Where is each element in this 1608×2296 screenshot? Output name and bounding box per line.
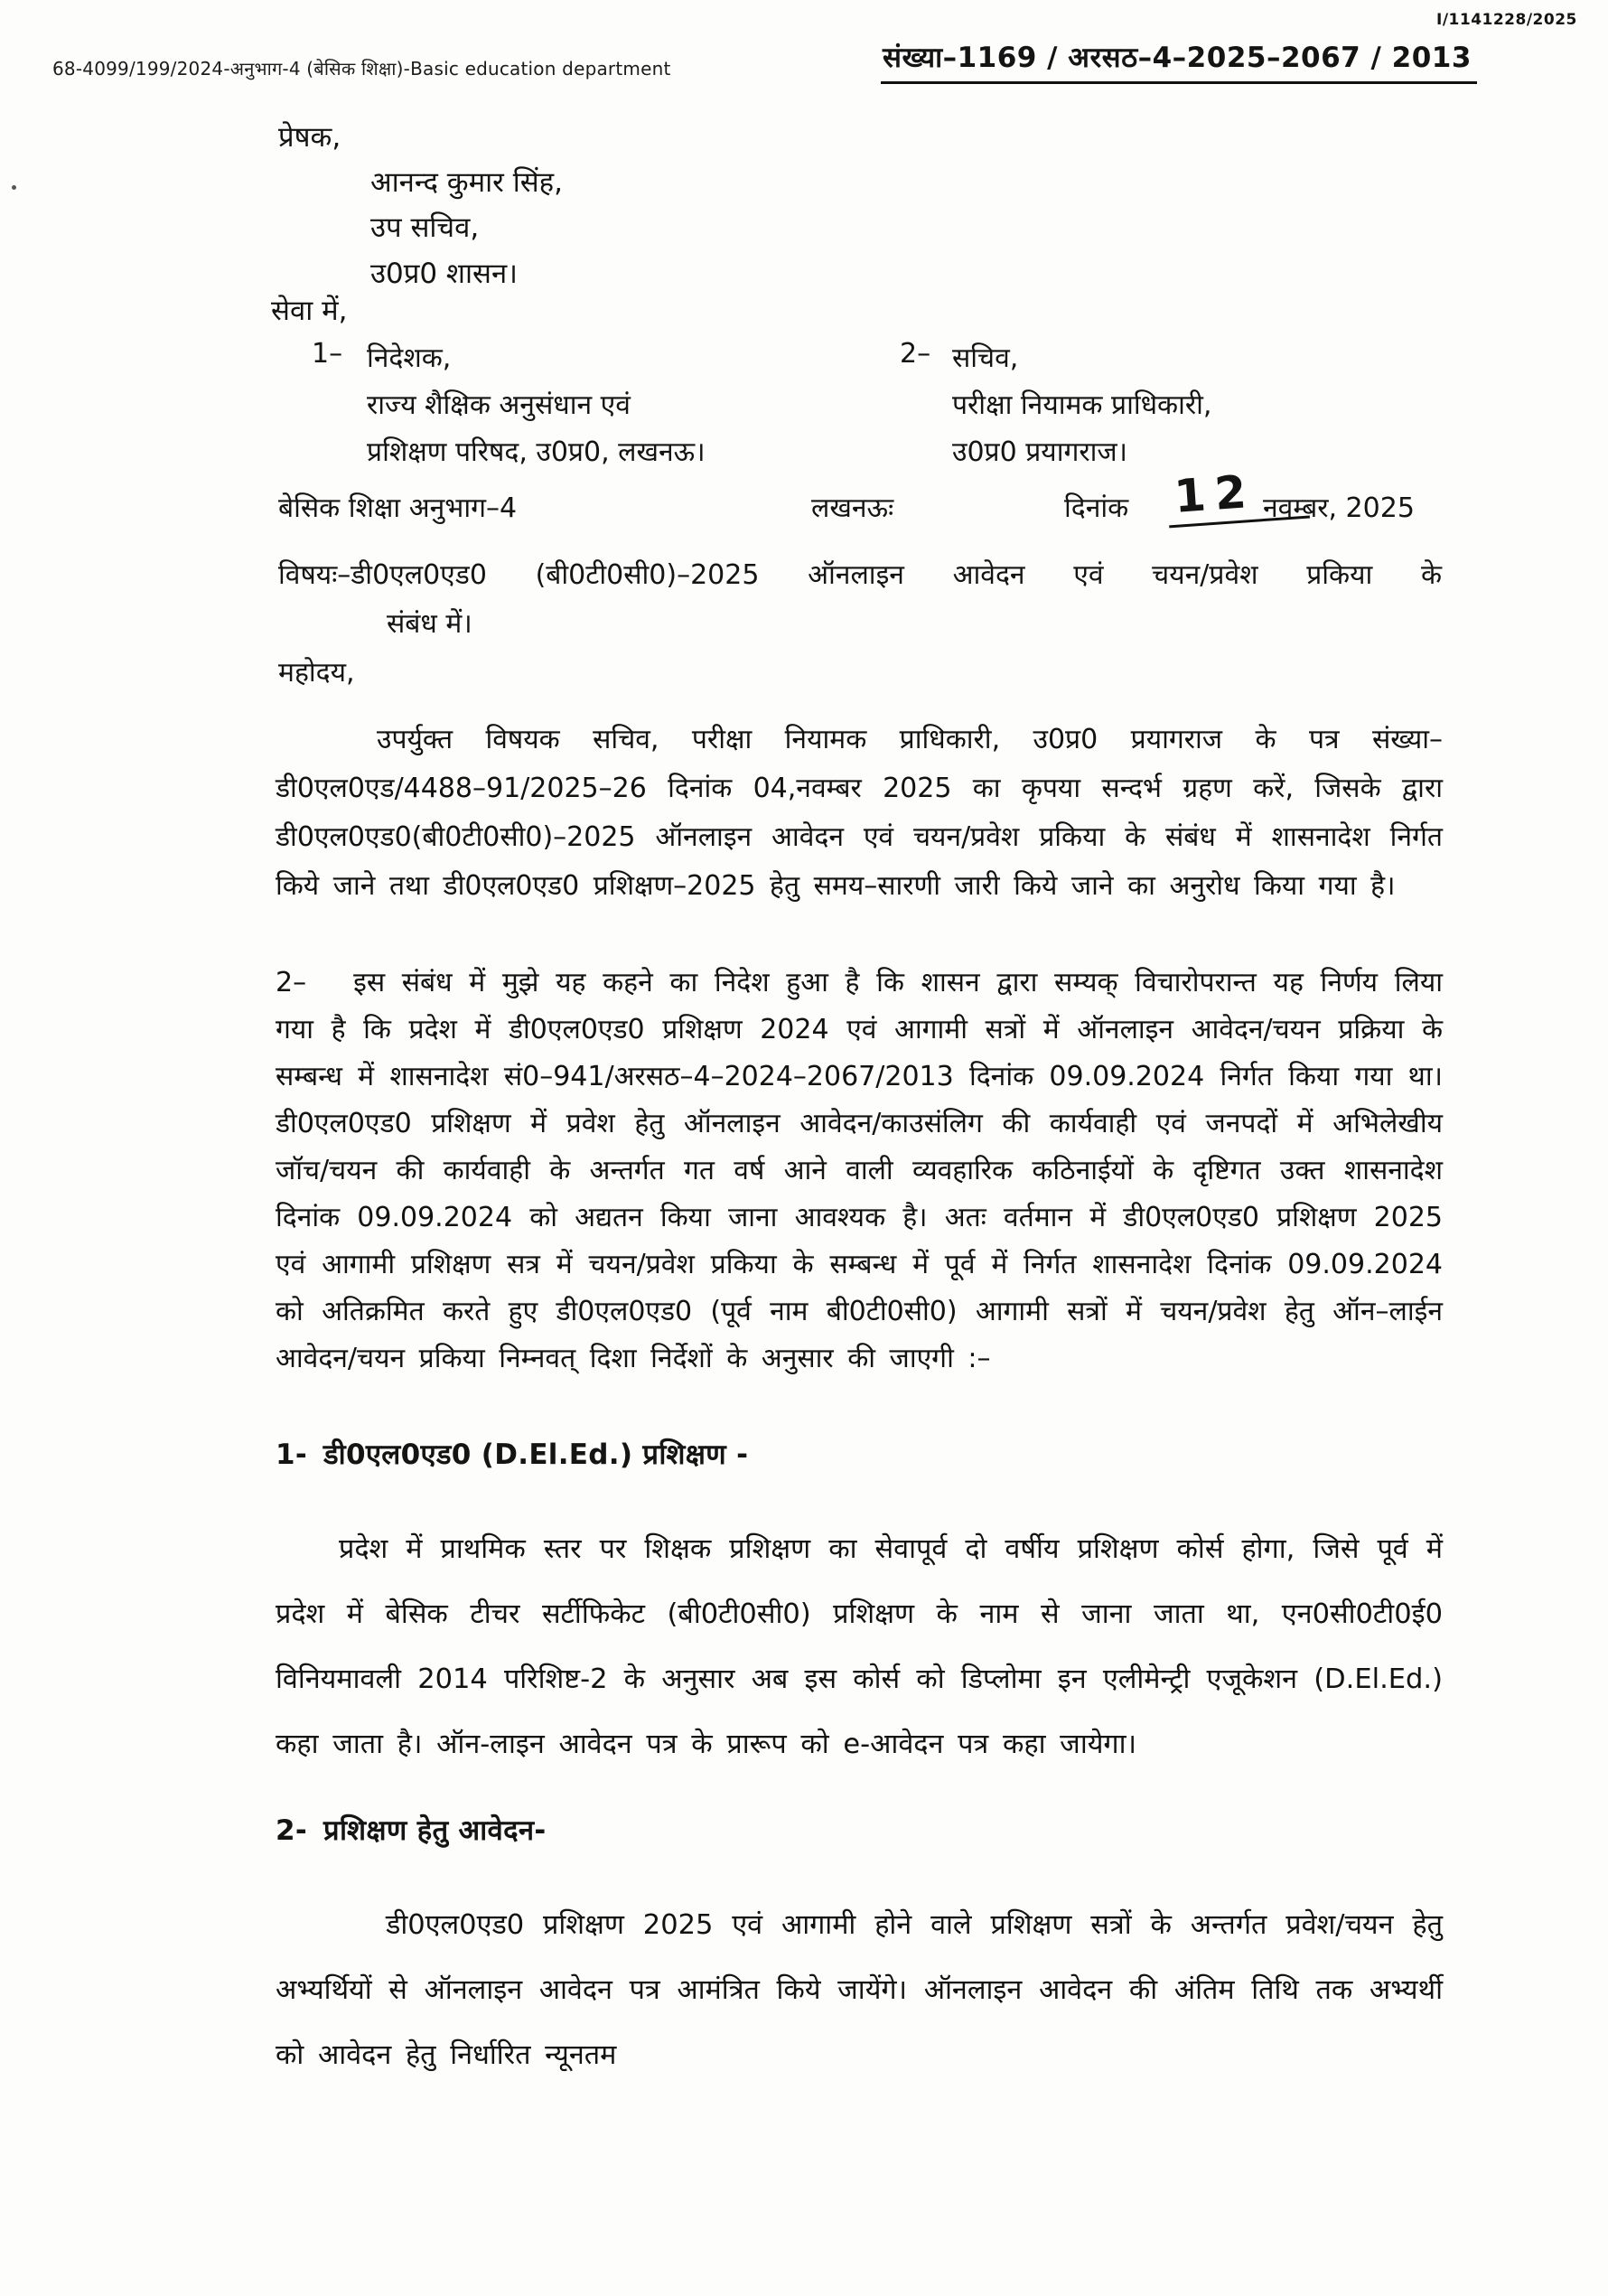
paragraph-2-number: 2– <box>276 967 307 998</box>
sender-organisation: उ0प्र0 शासन। <box>370 258 518 290</box>
recipient-1-line: निदेशक, <box>367 342 452 374</box>
place-name: लखनऊः <box>811 492 894 524</box>
date-label: दिनांक <box>1064 492 1129 524</box>
subject-line-2: संबंध में। <box>387 608 472 640</box>
subject-line-1: विषयः–डी0एल0एड0 (बी0टी0सी0)–2025 ऑनलाइन आवेदन एवं चयन/प्रवेश प्रकिया के <box>278 559 1442 591</box>
file-reference: 68-4099/199/2024-अनुभाग-4 (बेसिक शिक्षा)-Basic education department <box>52 58 671 80</box>
letter-number: संख्या–1169 / अरसठ–4–2025–2067 / 2013 <box>881 38 1477 84</box>
recipient-2-line: उ0प्र0 प्रयागराज। <box>952 436 1128 468</box>
recipient-2-line: परीक्षा नियामक प्राधिकारी, <box>952 389 1212 421</box>
recipient-1-line: राज्य शैक्षिक अनुसंधान एवं <box>367 389 631 421</box>
section-2-number: 2- <box>276 1814 308 1847</box>
handwritten-date-day: 12 <box>1165 462 1310 529</box>
section-1-title: डी0एल0एड0 (D.El.Ed.) प्रशिक्षण - <box>323 1439 749 1471</box>
body-paragraph-1: उपर्युक्त विषयक सचिव, परीक्षा नियामक प्राधिकारी, उ0प्र0 प्रयागराज के पत्र संख्या– डी0एल0एड/4488–91/2025–26 दिनांक 04,नवम्बर 2025 का कृपया सन्दर्भ ग्रहण करें, जिसके द्वारा डी0एल0एड0(बी0टी0सी0)–2025 ऑनलाइन आवेदन एवं चयन/प्रवेश प्रकिया के संबंध में शासनादेश निर्गत किये जाने तथा डी0एल0एड0 प्रशिक्षण–2025 हेतु समय–सारणी जारी किये जाने का अनुरोध किया गया है। <box>276 724 1443 902</box>
section-1-number: 1- <box>276 1439 308 1471</box>
recipient-2-number: 2– <box>900 338 931 370</box>
salutation: महोदय, <box>278 657 355 689</box>
to-label: सेवा में, <box>271 295 348 327</box>
paragraph-2-text: इस संबंध में मुझे यह कहने का निदेश हुआ है कि शासन द्वारा सम्यक् विचारोपरान्त यह निर्णय लिया गया है कि प्रदेश में डी0एल0एड0 प्रशिक्षण 2024 एवं आगामी सत्रों में ऑनलाइन आवेदन/चयन प्रक्रिया के सम्बन्ध में शासनादेश सं0–941/अरसठ–4–2024–2067/2013 दिनांक 09.09.2024 निर्गत किया गया था। डी0एल0एड0 प्रशिक्षण में प्रवेश हेतु ऑनलाइन आवेदन/काउसंलिग की कार्यवाही एवं जनपदों में अभिलेखीय जॉच/चयन की कार्यवाही के अन्तर्गत गत वर्ष आने वाली व्यवहारिक कठिनाईयों के दृष्टिगत उक्त शासनादेश दिनांक 09.09.2024 को अद्यतन किया जाना आवश्यक है। अतः वर्तमान में डी0एल0एड0 प्रशिक्षण 2025 एवं आगामी प्रशिक्षण सत्र में चयन/प्रवेश प्रकिया के सम्बन्ध में पूर्व में निर्गत शासनादेश दिनांक 09.09.2024 को अतिक्रमित करते हुए डी0एल0एड0 (पूर्व नाम बी0टी0सी0) आगामी सत्रों में चयन/प्रवेश हेतु ऑन–लाईन आवेदन/चयन प्रकिया निम्नवत् दिशा निर्देशों के अनुसार की जाएगी :– <box>276 967 1443 1374</box>
scan-noise-dot <box>12 185 16 190</box>
document-id: I/1141228/2025 <box>1436 11 1577 29</box>
sender-label: प्रेषक, <box>278 121 341 154</box>
section-2-heading <box>276 1811 547 1849</box>
section-2-body: डी0एल0एड0 प्रशिक्षण 2025 एवं आगामी होने वाले प्रशिक्षण सत्रों के अन्तर्गत प्रवेश/चयन हेतु अभ्यर्थियों से ऑनलाइन आवेदन पत्र आमंत्रित किये जायेंगे। ऑनलाइन आवेदन की अंतिम तिथि तक अभ्यर्थी को आवेदन हेतु निर्धारित न्यूनतम <box>276 1908 1443 2071</box>
recipient-2-line: सचिव, <box>952 342 1019 374</box>
section-2-title: प्रशिक्षण हेतु आवेदन- <box>323 1814 547 1847</box>
body-paragraph-2 <box>276 960 1443 1382</box>
recipient-1-line: प्रशिक्षण परिषद, उ0प्र0, लखनऊ। <box>367 436 706 468</box>
sender-name: आनन्द कुमार सिंह, <box>370 166 563 199</box>
date-month-year: नवम्बर, 2025 <box>1263 492 1415 524</box>
department-section: बेसिक शिक्षा अनुभाग–4 <box>278 492 518 524</box>
recipient-1-number: 1– <box>312 338 343 370</box>
sender-designation: उप सचिव, <box>370 211 480 244</box>
section-1-heading <box>276 1435 748 1473</box>
section-1-body: प्रदेश में प्राथमिक स्तर पर शिक्षक प्रशिक्षण का सेवापूर्व दो वर्षीय प्रशिक्षण कोर्स होगा, जिसे पूर्व में प्रदेश में बेसिक टीचर सर्टीफिकेट (बी0टी0सी0) प्रशिक्षण के नाम से जाना जाता था, एन0सी0टी0ई0 विनियमावली 2014 परिशिष्ट-2 के अनुसार अब इस कोर्स को डिप्लोमा इन एलीमेन्ट्री एजूकेशन (D.El.Ed.) कहा जाता है। ऑन-लाइन आवेदन पत्र के प्रारूप को e-आवेदन पत्र कहा जायेगा। <box>276 1532 1443 1760</box>
